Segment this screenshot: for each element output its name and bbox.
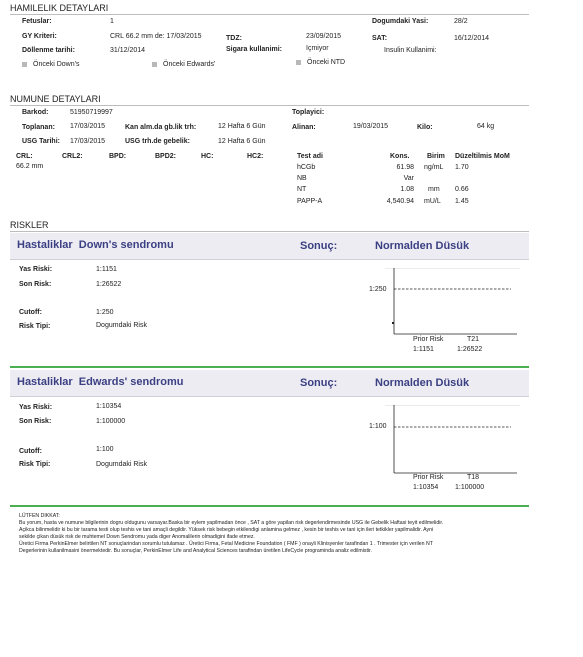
onceki-downs-label: Önceki Down's — [33, 61, 80, 68]
dikkat-line: Bu yorum, hasta ve numune bilgilerinin dogru oldugunu varsayar.Baska bir eylem yapilmadan önce , SAT a göre yapilan risk degerlendirmesinde USG ile Gebelik Haftasi teyit edilmelidir. — [19, 520, 444, 526]
kan-alm-label: Kan alm.da gb.lik trh: — [125, 124, 197, 131]
test-name: NB — [297, 175, 307, 182]
edwards-heading-name: Edwards' sendromu — [78, 376, 184, 388]
down-chart-cutoff-label: 1:250 — [369, 286, 387, 293]
test-kons: 1.08 — [400, 186, 414, 193]
dollenme-label: Döllenme tarihi: — [22, 47, 75, 54]
insulin-label: Insulin Kullanimi: — [384, 47, 437, 54]
edwards-heading — [17, 376, 183, 388]
down-heading-prefix: Hastaliklar — [17, 239, 73, 251]
onceki-ntd — [296, 59, 345, 66]
down-yas-value: 1:1151 — [96, 266, 117, 273]
tdz-label: TDZ: — [226, 35, 242, 42]
tdz-value: 23/09/2015 — [306, 33, 342, 40]
down-risk-chart — [385, 268, 525, 336]
kilo-value: 64 kg — [477, 123, 495, 130]
fetuslar-value: 1 — [110, 18, 114, 25]
edwards-chart-cutoff-label: 1:100 — [369, 423, 387, 430]
onceki-ntd-label: Önceki NTD — [307, 59, 346, 66]
checkbox-icon — [296, 60, 301, 65]
divider — [10, 105, 529, 106]
edwards-risk-chart — [385, 405, 525, 475]
edwards-sonuc-label: Sonuç: — [300, 377, 338, 389]
test-duz: 0.66 — [455, 186, 469, 193]
dikkat-line: Degerlerinin kullanilmasini önermektedir. Bu sonuçlar, PerkinElmer Life and Analytical Sciences tarafindan üretilen LifeCycle programinda analiz edilmistir. — [19, 548, 372, 554]
edwards-t-label: T18 — [467, 474, 480, 481]
edwards-tipi-label: Risk Tipi: — [19, 461, 51, 468]
test-name: hCGb — [297, 164, 316, 171]
alinan-label: Alinan: — [292, 124, 316, 131]
gy-kriteri-label: GY Kriteri: — [22, 33, 57, 40]
down-t-value: 1:26522 — [457, 346, 483, 353]
test-header-kons: Kons. — [390, 153, 410, 160]
edwards-cutoff-label: Cutoff: — [19, 448, 42, 455]
edwards-cutoff-value: 1:100 — [96, 446, 114, 453]
test-birim: mU/L — [424, 198, 441, 205]
down-prior-label: Prior Risk — [413, 336, 444, 343]
down-prior-value: 1:1151 — [413, 346, 434, 353]
test-name: PAPP-A — [297, 198, 323, 205]
bpd2-header: BPD2: — [155, 153, 177, 160]
down-yas-label: Yas Riski: — [19, 266, 53, 273]
divider — [10, 231, 529, 232]
sat-label: SAT: — [372, 35, 388, 42]
down-heading-name: Down's sendromu — [78, 239, 174, 251]
barkod-value: 51950719997 — [70, 109, 113, 116]
down-tipi-value: Dogumdaki Risk — [96, 322, 147, 329]
section-separator — [10, 366, 529, 368]
dikkat-title: LÜTFEN DIKKAT: — [19, 513, 60, 519]
dikkat-line: Üretici Firma PerkinElmer belirtilen NT sonuçlarindan sorumlu tutulamaz . Üretici Firma, Fetal Medicine Foundation ( FMF ) onayli Klinisyenler tarafindan 1 . Trimester için verilen NT — [19, 541, 433, 547]
edwards-yas-label: Yas Riski: — [19, 404, 53, 411]
test-header-name: Test adi — [297, 153, 323, 160]
dikkat-line: sekilde çikan düsük risk de muhtemel Down Sendromu yada diger Anomalilerin olmadigini ifade etmez. — [19, 534, 255, 540]
test-duz: 1.45 — [455, 198, 469, 205]
edwards-t-value: 1:100000 — [455, 484, 485, 491]
test-header-duz: Düzeltilmis MoM — [455, 153, 510, 160]
test-header-birim: Birim — [427, 153, 445, 160]
test-name: NT — [297, 186, 307, 193]
dogum-yasi-label: Dogumdaki Yasi: — [372, 18, 429, 25]
edwards-prior-value: 1:10354 — [413, 484, 439, 491]
alinan-value: 19/03/2015 — [353, 123, 389, 130]
dikkat-line: Açikca bilinmelidir ki bu bir tarama testi olup teshis ve tani amaçli degildir. Yüksek risk bebegin etkilendigi anlamina gelmez , kesin bir teshis ve tani için ileri tetkikler yapilmalidir. Ayni — [19, 527, 434, 533]
kan-alm-value: 12 Hafta 6 Gün — [218, 123, 266, 130]
onceki-edwards — [152, 61, 215, 68]
section-title-riskler: RISKLER — [10, 220, 49, 230]
toplanan-value: 17/03/2015 — [70, 123, 106, 130]
section-title-hamilelik: HAMILELIK DETAYLARI — [10, 3, 109, 13]
test-birim: ng/mL — [424, 164, 444, 171]
divider — [10, 14, 529, 15]
barkod-label: Barkod: — [22, 109, 49, 116]
fetuslar-label: Fetuslar: — [22, 18, 52, 25]
test-kons: Var — [403, 175, 414, 182]
hc2-header: HC2: — [247, 153, 264, 160]
down-tipi-label: Risk Tipi: — [19, 323, 51, 330]
crl2-header: CRL2: — [62, 153, 83, 160]
usg-gebelik-value: 12 Hafta 6 Gün — [218, 138, 266, 145]
test-kons: 61.98 — [396, 164, 414, 171]
usg-tarihi-value: 17/03/2015 — [70, 138, 106, 145]
edwards-tipi-value: Dogumdaki Risk — [96, 461, 147, 468]
onceki-downs — [22, 61, 79, 68]
dollenme-value: 31/12/2014 — [110, 47, 146, 54]
down-cutoff-value: 1:250 — [96, 309, 114, 316]
down-cutoff-label: Cutoff: — [19, 309, 42, 316]
kilo-label: Kilo: — [417, 124, 433, 131]
down-son-label: Son Risk: — [19, 281, 52, 288]
section-title-numune: NUMUNE DETAYLARI — [10, 94, 101, 104]
usg-tarihi-label: USG Tarihi: — [22, 138, 60, 145]
crl-value: 66.2 mm — [16, 163, 44, 170]
section-separator — [10, 505, 529, 507]
sat-value: 16/12/2014 — [454, 35, 490, 42]
gy-kriteri-value: CRL 66.2 mm de: 17/03/2015 — [110, 33, 202, 40]
edwards-prior-label: Prior Risk — [413, 474, 444, 481]
sigara-label: Sigara kullanimi: — [226, 46, 283, 53]
down-heading — [17, 239, 174, 251]
crl-header: CRL: — [16, 153, 33, 160]
checkbox-icon — [22, 62, 27, 67]
hc-header: HC: — [201, 153, 214, 160]
checkbox-icon — [152, 62, 157, 67]
edwards-son-label: Son Risk: — [19, 418, 52, 425]
test-birim: mm — [428, 186, 440, 193]
toplayici-label: Toplayici: — [292, 109, 325, 116]
test-kons: 4,540.94 — [386, 198, 414, 205]
usg-gebelik-label: USG trh.de gebelik: — [125, 138, 190, 145]
down-son-value: 1:26522 — [96, 281, 122, 288]
dogum-yasi-value: 28/2 — [454, 18, 468, 25]
sigara-value: Içmiyor — [306, 45, 329, 52]
edwards-yas-value: 1:10354 — [96, 403, 122, 410]
toplanan-label: Toplanan: — [22, 124, 55, 131]
test-duz: 1.70 — [455, 164, 469, 171]
down-sonuc-value: Normalden Düsük — [375, 240, 470, 252]
down-t-label: T21 — [467, 336, 480, 343]
edwards-heading-prefix: Hastaliklar — [17, 376, 73, 388]
edwards-son-value: 1:100000 — [96, 418, 126, 425]
bpd-header: BPD: — [109, 153, 127, 160]
onceki-edwards-label: Önceki Edwards' — [163, 61, 216, 68]
down-sonuc-label: Sonuç: — [300, 240, 338, 252]
edwards-sonuc-value: Normalden Düsük — [375, 377, 470, 389]
risk-marker — [392, 322, 394, 324]
